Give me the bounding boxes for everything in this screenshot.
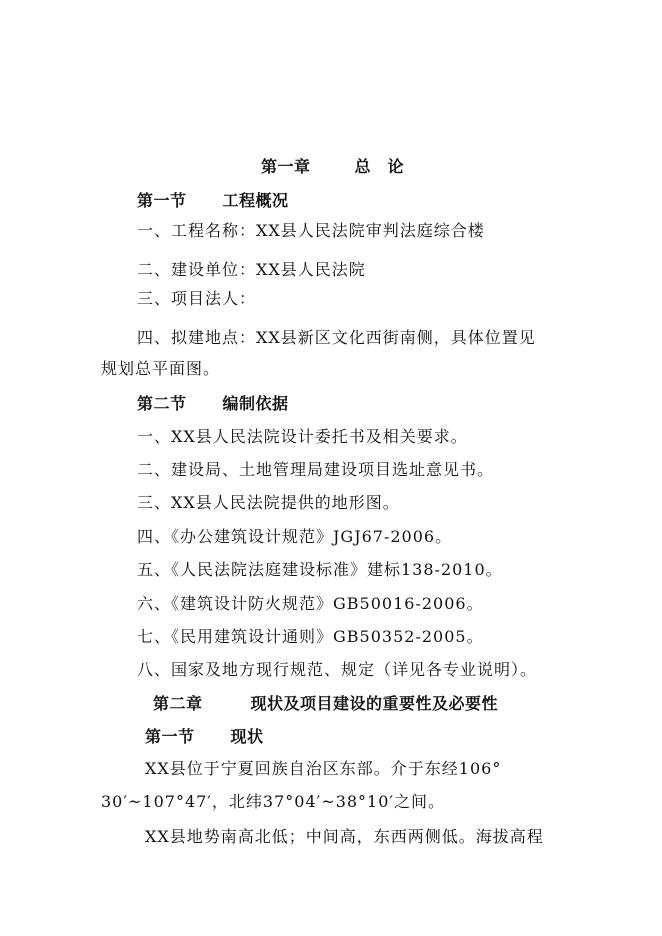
chapter-1-number: 第一章 xyxy=(261,157,311,176)
terrain-paragraph-line: XX县地势南高北低；中间高，东西两侧低。海拔高程 xyxy=(145,827,544,846)
basis-item-8: 八、国家及地方现行规范、规定（详见各专业说明）。 xyxy=(137,660,538,679)
proposed-site-item: 四、拟建地点：XX县新区文化西街南侧，具体位置见 xyxy=(137,328,536,347)
chapter-2-name: 现状及项目建设的重要性及必要性 xyxy=(250,694,499,713)
basis-item-6: 六、《建筑设计防火规范》GB50016-2006。 xyxy=(137,594,484,613)
section-1-2-title xyxy=(137,394,289,414)
chapter-2-number: 第二章 xyxy=(153,694,203,713)
status-paragraph-line-1: XX县位于宁夏回族自治区东部。介于东经106° xyxy=(145,759,502,778)
basis-item-2: 二、建设局、土地管理局建设项目选址意见书。 xyxy=(137,460,495,479)
chapter-1-title xyxy=(261,157,404,177)
section-2-1-number: 第一节 xyxy=(145,727,195,746)
section-1-1-title xyxy=(137,191,289,211)
section-1-2-number: 第二节 xyxy=(137,394,187,413)
chapter-1-name: 总 论 xyxy=(354,157,405,176)
section-1-1-name: 工程概况 xyxy=(222,191,289,210)
basis-item-4: 四、《办公建筑设计规范》JGJ67-2006。 xyxy=(137,527,453,546)
project-name-item: 一、工程名称：XX县人民法院审判法庭综合楼 xyxy=(137,221,485,240)
section-2-1-title xyxy=(145,727,264,747)
section-1-1-number: 第一节 xyxy=(137,191,187,210)
proposed-site-item-continued: 规划总平面图。 xyxy=(101,359,221,378)
status-paragraph-line-2: 30′~107°47′，北纬37°04′~38°10′之间。 xyxy=(101,792,446,811)
basis-item-5: 五、《人民法院法庭建设标准》建标138-2010。 xyxy=(137,560,503,579)
construction-unit-item: 二、建设单位：XX县人民法院 xyxy=(137,260,366,279)
basis-item-1: 一、XX县人民法院设计委托书及相关要求。 xyxy=(137,427,468,446)
section-2-1-name: 现状 xyxy=(230,727,264,746)
chapter-2-title xyxy=(153,694,498,714)
project-legal-person-item: 三、项目法人： xyxy=(137,289,257,308)
basis-item-7: 七、《民用建筑设计通则》GB50352-2005。 xyxy=(137,627,484,646)
basis-item-3: 三、XX县人民法院提供的地形图。 xyxy=(137,493,400,512)
section-1-2-name: 编制依据 xyxy=(222,394,289,413)
